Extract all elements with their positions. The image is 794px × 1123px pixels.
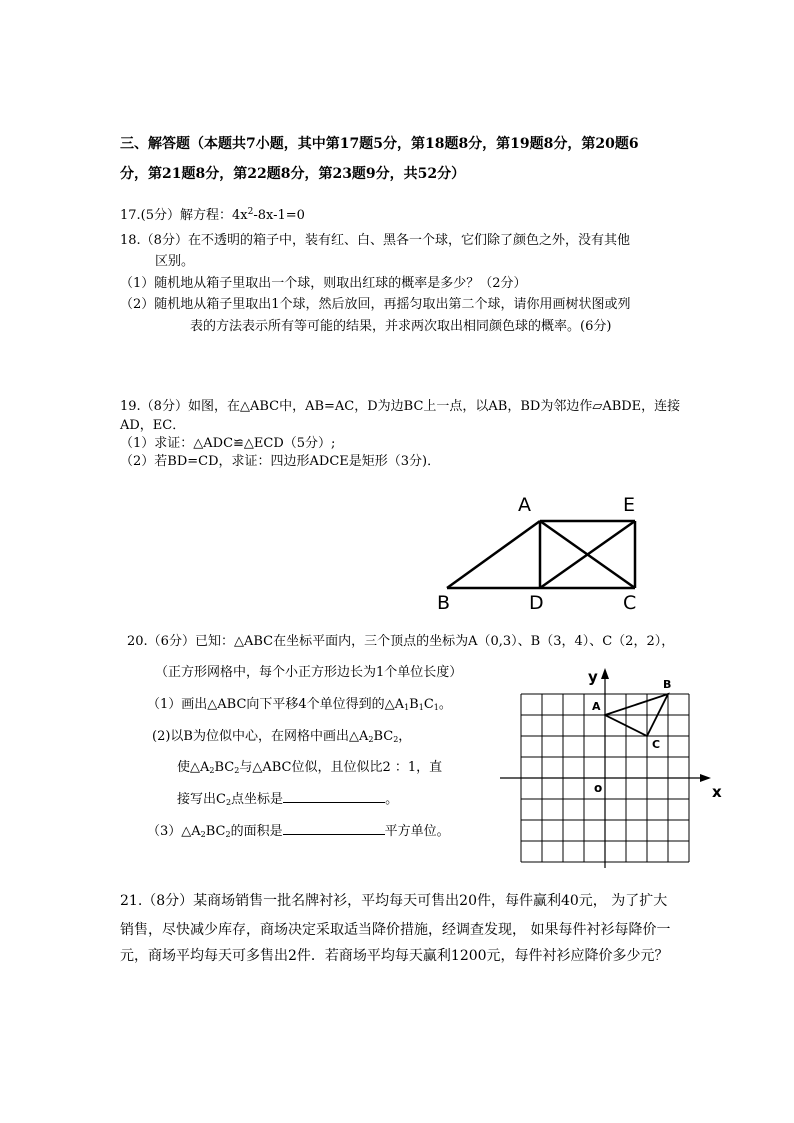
question-20-part2-line3: 接写出$C_2$点坐标是 。 (177, 792, 399, 807)
question-20-part3: $(3)\triangle A_2BC_2$的面积是 平方单位。 (147, 824, 450, 839)
label-d: D (529, 592, 544, 614)
question-19-part2: （2）若BD=CD，求证：四边形ADCE是矩形（3分)． (120, 454, 441, 469)
question-19-part1: （1）求证：△ADC≌△ECD（5分）; (120, 436, 336, 451)
question-21-line3: 元，商场平均每天可多售出2件．若商场平均每天赢利1200元，每件衬衫应降价多少元？ (120, 948, 669, 964)
question-21-line1: 21.（8分）某商场销售一批名牌衬衫，平均每天可售出20件，每件赢利40元， 为了扩大 (120, 893, 668, 909)
question-18-line2: 区别。 (155, 254, 195, 269)
x-axis-arrow-icon (700, 774, 711, 782)
label-a: A (518, 494, 531, 516)
question-19-line1: 19.（8分）如图，在△ABC中，AB=AC，D为边BC上一点，以AB，BD为邻边作▱ABDE，连接 (120, 399, 681, 414)
question-19-line2: AD，EC． (120, 418, 186, 433)
y-axis-label: y (588, 668, 598, 686)
vertex-a-label: A (592, 700, 601, 713)
question-20-line1: 20.（6分）已知：△ABC在坐标平面内，三个顶点的坐标为A（0,3）、B（3，4）、C（2，2）， (127, 634, 675, 649)
question-21-line2: 销售，尽快减少库存，商场决定采取适当降价措施，经调查发现， 如果每件衬衫每降价一 (120, 922, 671, 938)
segment-ab (447, 521, 540, 588)
y-axis-arrow-icon (601, 668, 609, 679)
question-20-part1: （1）画出△ABC向下平移4个单位得到的$\triangle A_1B_1C_1$。 (147, 697, 452, 712)
geometry-figure (425, 488, 655, 616)
label-b: B (437, 592, 451, 614)
question-18-line1: 18.（8分）在不透明的箱子中，装有红、白、黑各一个球，它们除了颜色之外，没有其他 (120, 233, 630, 248)
section-title-line2: 分，第21题8分，第22题8分，第23题9分，共52分） (120, 166, 466, 182)
vertex-c-label: C (652, 738, 661, 751)
question-20-part2-line1: (2)以B为位似中心，在网格中画出$\triangle A_2BC_2$， (152, 729, 412, 744)
answer-blank-c2[interactable] (283, 790, 385, 803)
question-18-part2-line2: 表的方法表示所有等可能的结果，并求两次取出相同颜色球的概率。(6分) (190, 319, 612, 334)
vertex-b-label: B (663, 678, 672, 691)
label-c: C (623, 592, 637, 614)
x-axis-label: x (712, 783, 722, 801)
section-title-line1: 三、解答题（本题共7小题，其中第17题5分，第18题8分，第19题8分，第20题6 (120, 136, 639, 152)
question-20-line2: （正方形网格中，每个小正方形边长为1个单位长度） (155, 665, 463, 680)
question-20-part2-line2: 使$\triangle A_2BC_2$与△ABC位似，且位似比2 ：1，直 (177, 760, 443, 775)
origin-label: o (594, 781, 603, 795)
question-18-part2-line1: （2）随机地从箱子里取出1个球，然后放回，再摇匀取出第二个球，请你用画树状图或列 (120, 297, 631, 312)
question-18-part1: （1）随机地从箱子里取出一个球，则取出红球的概率是多少？（2分） (120, 276, 527, 291)
label-e: E (623, 494, 636, 516)
coordinate-grid (495, 660, 725, 870)
question-17: 17.(5分）解方程：$4x^2-8x-1=0$ (120, 207, 305, 223)
answer-blank-area[interactable] (283, 822, 385, 835)
